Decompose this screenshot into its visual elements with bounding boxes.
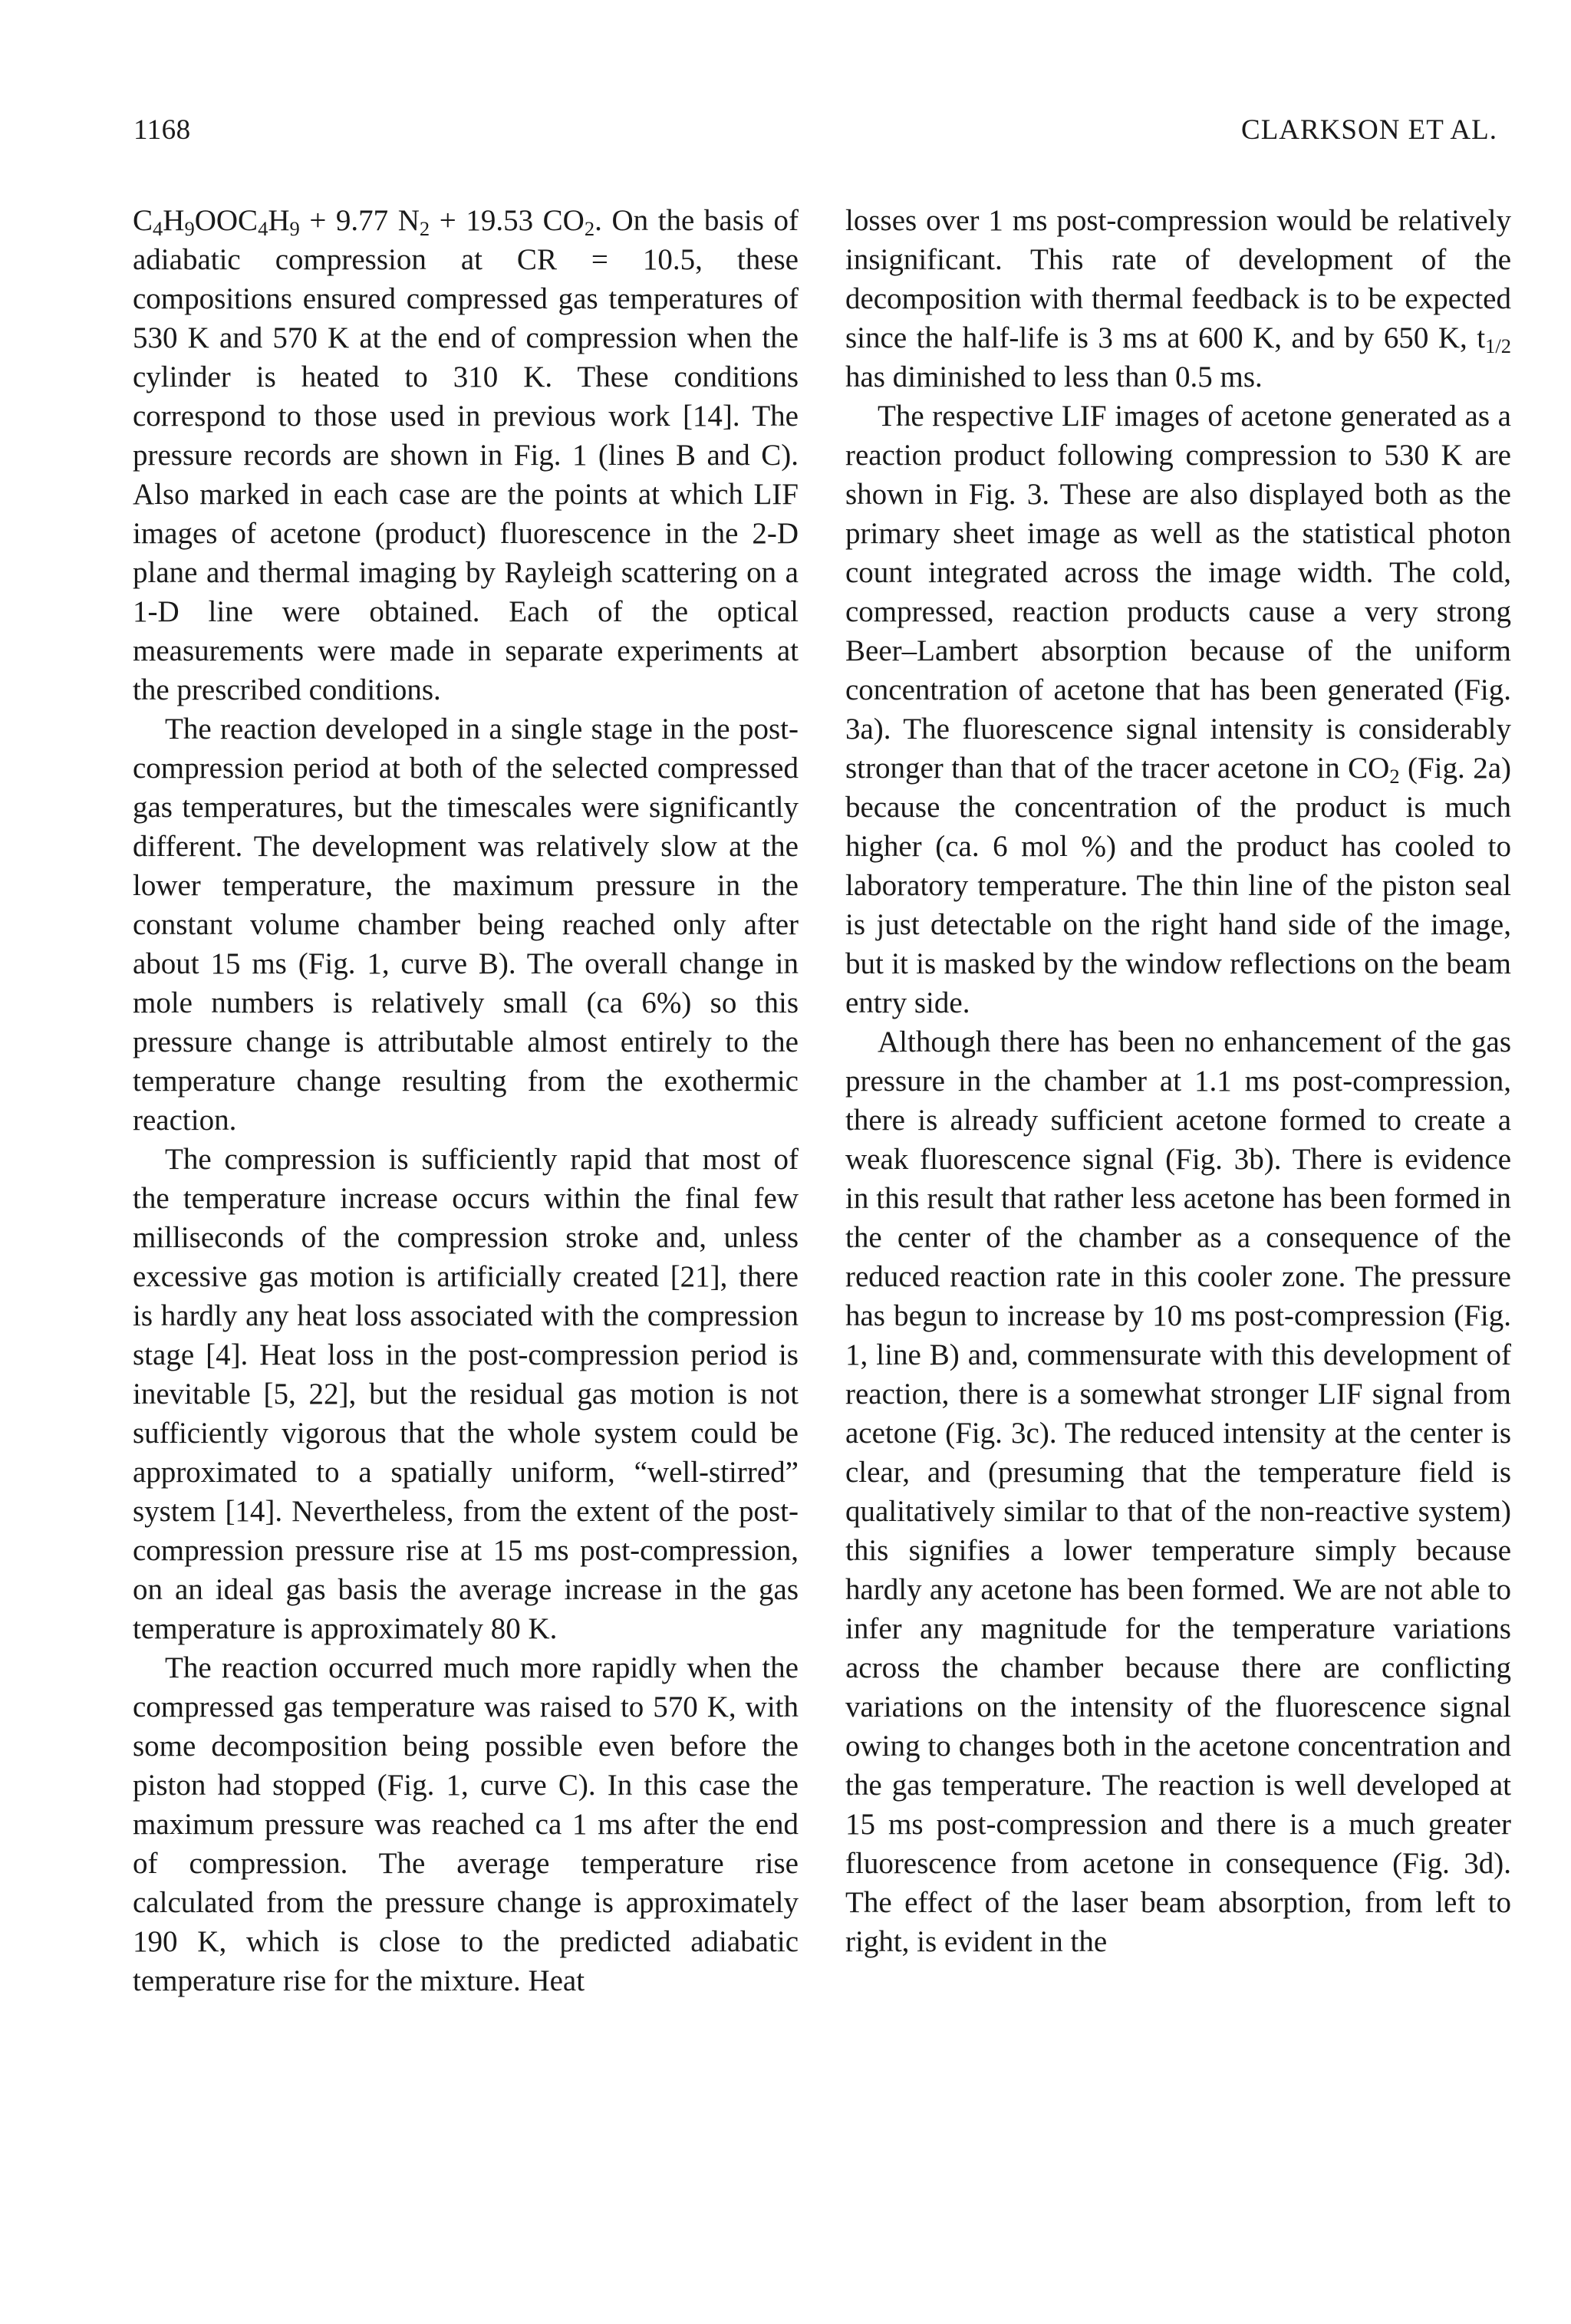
right-column [845, 201, 1511, 1961]
paragraph: The compression is sufficiently rapid that most of the temperature increase occurs within the final few milliseconds of the compression stroke and, unless excessive gas motion is artificially created [21], there is hardly any heat loss associated with the compression stage [4]. Heat loss in the post-compression period is inevitable [5, 22], but the residual gas motion is not sufficiently vigorous that the whole system could be approximated to a spatially uniform, “well-stirred” system [14]. Nevertheless, from the extent of the post-compression pressure rise at 15 ms post-compression, on an ideal gas basis the average increase in the gas temperature is approximately 80 K. [133, 1143, 799, 1645]
paragraph: The respective LIF images of acetone generated as a reaction product following compression to 530 K are shown in Fig. 3. These are also displayed both as the primary sheet image as well as the statistical photon count integrated across the image width. The cold, compressed, reaction products cause a very strong Beer–Lambert absorption because of the uniform concentration of acetone that has been generated (Fig. 3a). The fluorescence signal intensity is considerably stronger than that of the tracer acetone in $CO_2$ (Fig. 2a) because the concentration of the product is much higher (ca. 6 mol %) and the product has cooled to laboratory temperature. The thin line of the piston seal is just detectable on the right hand side of the image, but it is masked by the window reflections on the beam entry side. [845, 400, 1511, 1019]
paragraph: Although there has been no enhancement of the gas pressure in the chamber at 1.1 ms post-compression, there is already sufficient acetone formed to create a weak fluorescence signal (Fig. 3b). There is evidence in this result that rather less acetone has been formed in the center of the chamber as a consequence of the reduced reaction rate in this cooler zone. The pressure has begun to increase by 10 ms post-compression (Fig. 1, line B) and, commensurate with this development of reaction, there is a somewhat stronger LIF signal from acetone (Fig. 3c). The reduced intensity at the center is clear, and (presuming that the temperature field is qualitatively similar to that of the non-reactive system) this signifies a lower temperature simply because hardly any acetone has been formed. We are not able to infer any magnitude for the temperature variations across the chamber because there are conflicting variations on the intensity of the fluorescence signal owing to changes both in the acetone concentration and the gas temperature. The reaction is well developed at 15 ms post-compression and there is a much greater fluorescence from acetone in consequence (Fig. 3d). The effect of the laser beam absorption, from left to right, is evident in the [845, 1025, 1511, 1958]
left-column [133, 201, 799, 2000]
paragraph: $C_4H_9OOC_4H_9 + 9.77$ $N_2 + 19.53$ $CO_2$. On the basis of adiabatic compression at CR = 10.5, these compositions ensured compressed gas temperatures of 530 K and 570 K at the end of compression when the cylinder is heated to 310 K. These conditions correspond to those used in previous work [14]. The pressure records are shown in Fig. 1 (lines B and C). Also marked in each case are the points at which LIF images of acetone (product) fluorescence in the 2-D plane and thermal imaging by Rayleigh scattering on a 1-D line were obtained. Each of the optical measurements were made in separate experiments at the prescribed conditions. [133, 204, 799, 706]
running-title: CLARKSON ET AL. [1241, 114, 1497, 146]
paragraph: The reaction occurred much more rapidly when the compressed gas temperature was raised to 570 K, with some decomposition being possible even before the piston had stopped (Fig. 1, curve C). In this case the maximum pressure was reached ca 1 ms after the end of compression. The average temperature rise calculated from the pressure change is approximately 190 K, which is close to the predicted adiabatic temperature rise for the mixture. Heat [133, 1651, 799, 1997]
paragraph: losses over 1 ms post-compression would be relatively insignificant. This rate of development of the decomposition with thermal feedback is to be expected since the half-life is 3 ms at 600 K, and by 650 K, $t_{1/2}$ has diminished to less than 0.5 ms. [845, 204, 1511, 393]
paragraph: The reaction developed in a single stage in the post-compression period at both of the selected compressed gas temperatures, but the timescales were significantly different. The development was relatively slow at the lower temperature, the maximum pressure in the constant volume chamber being reached only after about 15 ms (Fig. 1, curve B). The overall change in mole numbers is relatively small (ca 6%) so this pressure change is attributable almost entirely to the temperature change resulting from the exothermic reaction. [133, 713, 799, 1137]
page-number: 1168 [133, 114, 191, 146]
